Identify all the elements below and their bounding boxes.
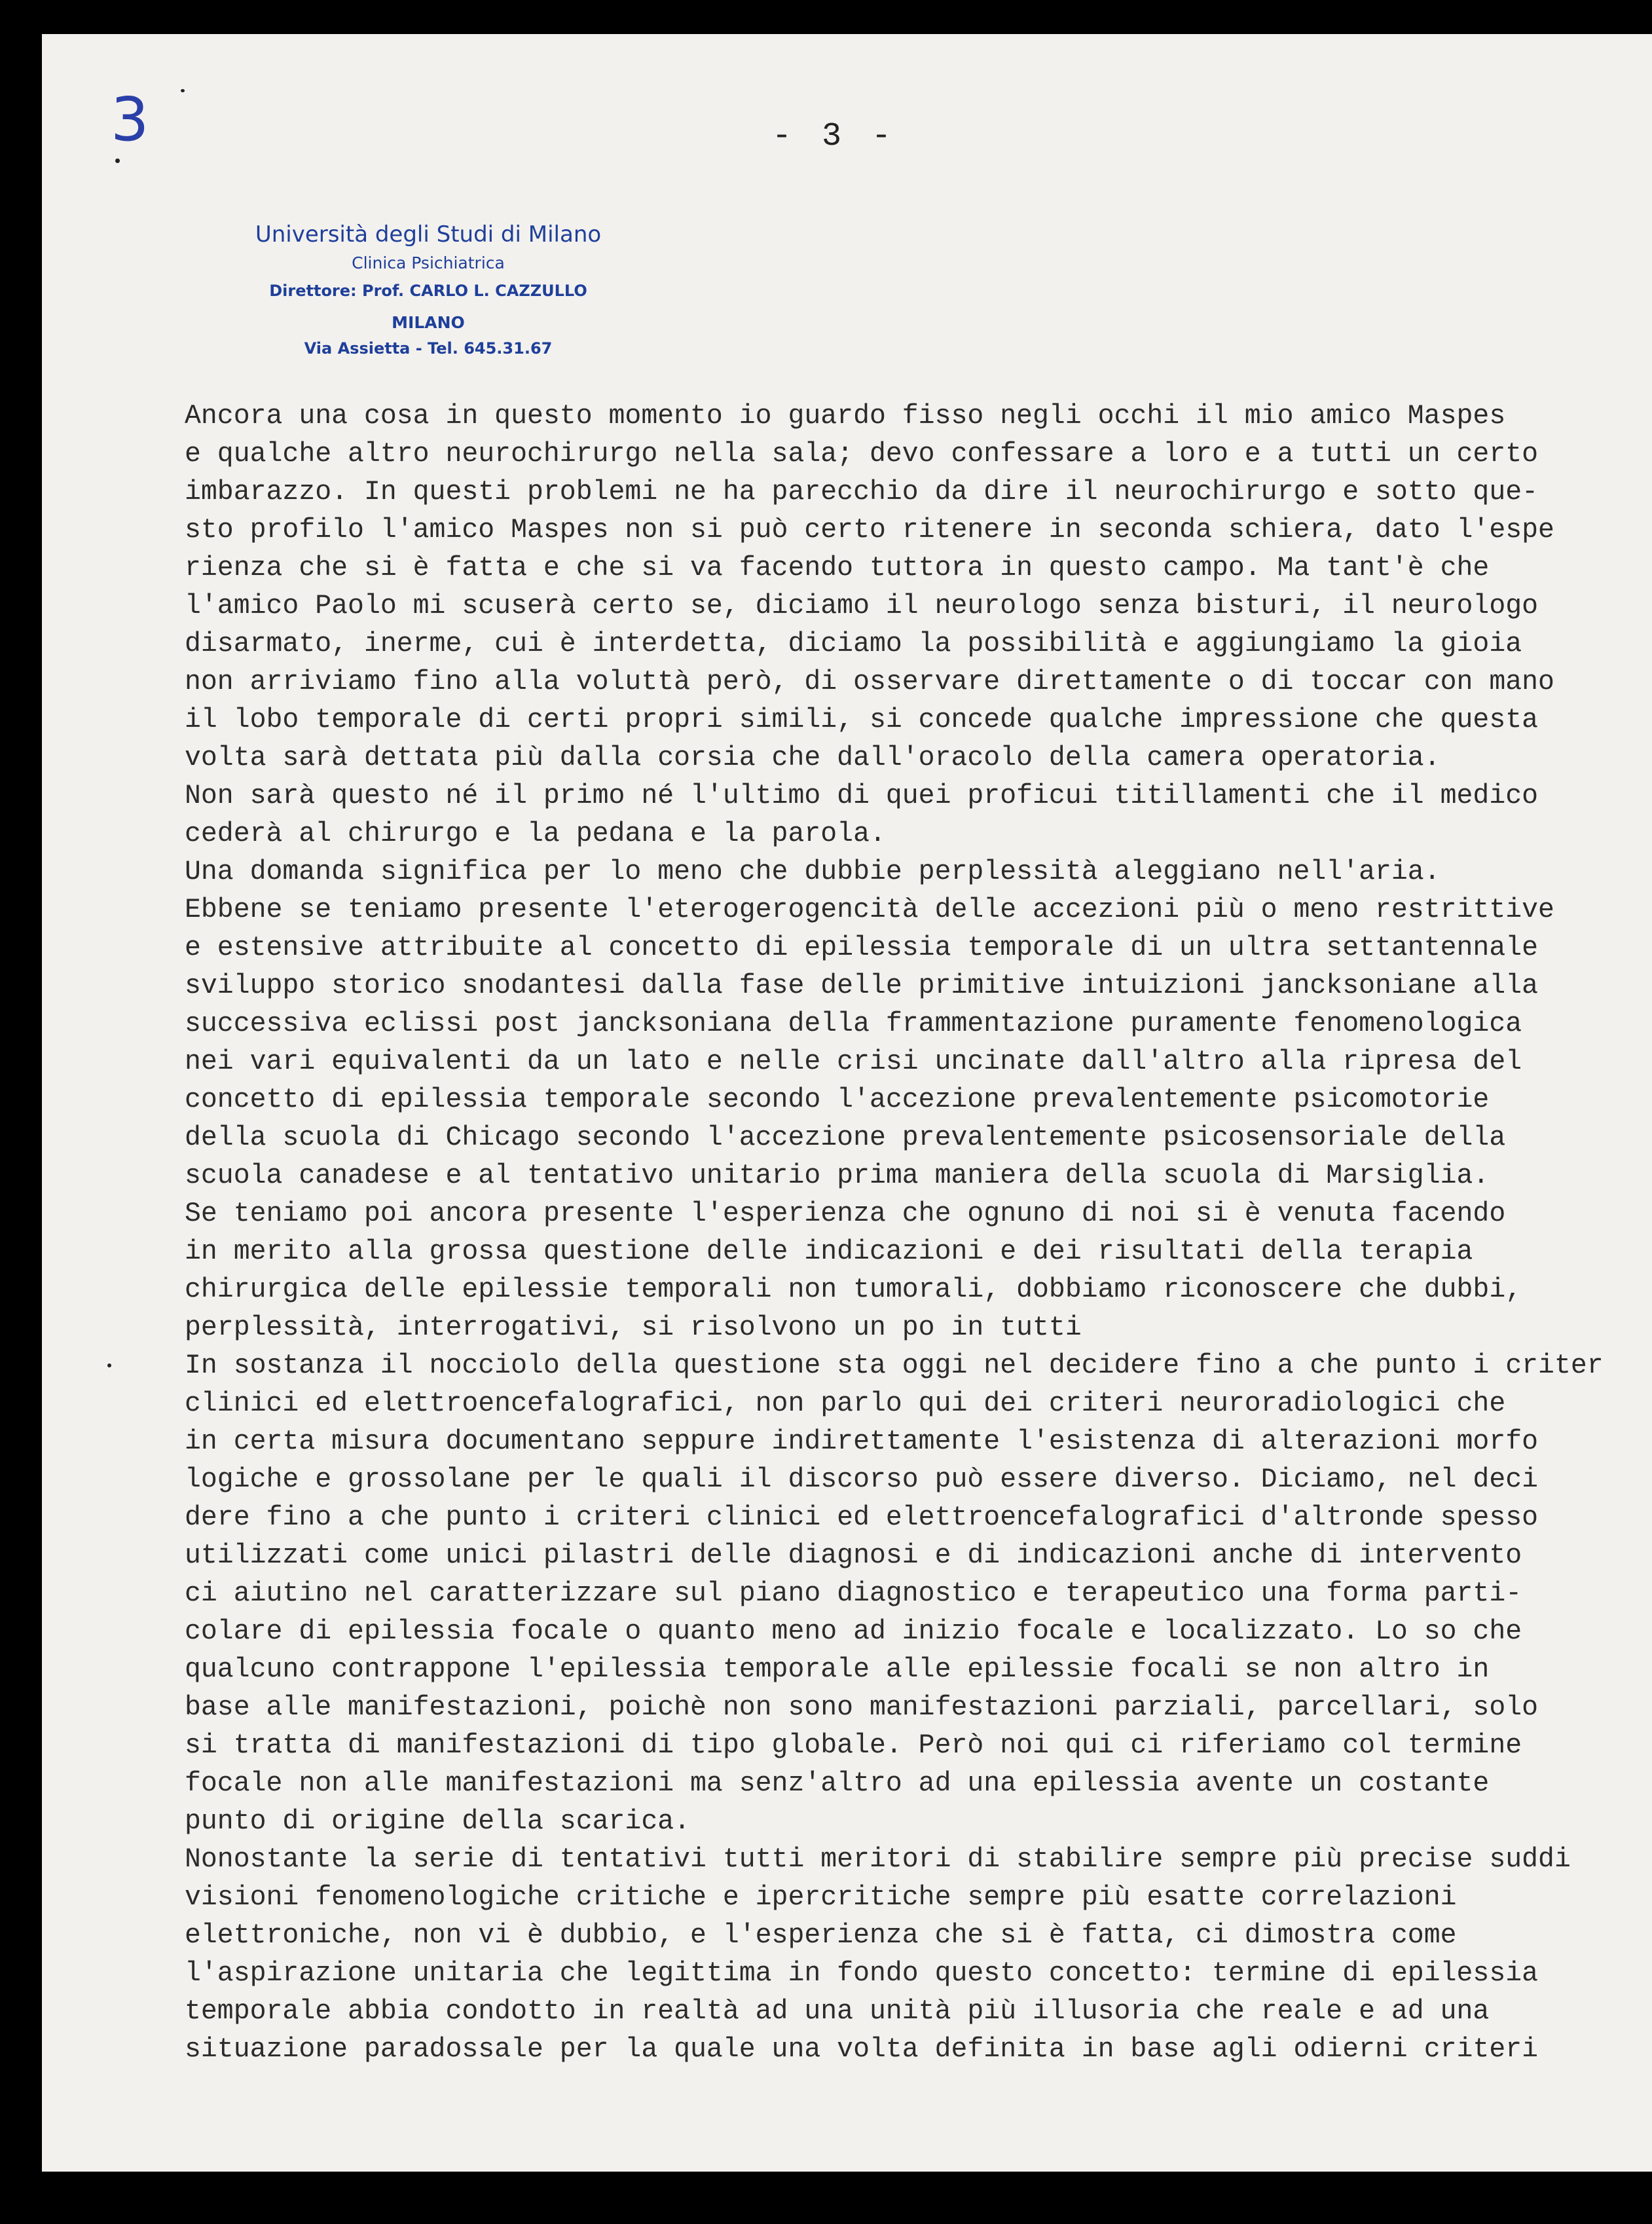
- text-line: l'aspirazione unitaria che legittima in fondo questo concetto: termine di epilessia: [185, 1958, 1539, 1989]
- ink-speck: [181, 89, 185, 92]
- letterhead: [238, 219, 618, 360]
- text-line: clinici ed elettroencefalografici, non parlo qui dei criteri neuroradiologici che: [185, 1388, 1506, 1419]
- letterhead-director: Direttore: Prof. CARLO L. CAZZULLO: [269, 282, 587, 300]
- text-line: ci aiutino nel caratterizzare sul piano diagnostico e terapeutico una forma parti-: [185, 1578, 1522, 1609]
- handwritten-page-number: 3: [111, 84, 149, 155]
- text-line: non arriviamo fino alla voluttà però, di osservare direttamente o di toccar con mano: [185, 667, 1554, 697]
- letterhead-clinic: Clinica Psichiatrica: [352, 253, 505, 272]
- text-line: e estensive attribuite al concetto di epilessia temporale di un ultra settantennale: [185, 933, 1539, 963]
- text-line: sviluppo storico snodantesi dalla fase delle primitive intuizioni jancksoniane alla: [185, 971, 1539, 1001]
- text-line: temporale abbia condotto in realtà ad una unità più illusoria che reale e ad una: [185, 1996, 1490, 2027]
- text-line: scuola canadese e al tentativo unitario prima maniera della scuola di Marsiglia.: [185, 1160, 1490, 1191]
- text-line: concetto di epilessia temporale secondo l'accezione prevalentemente psicomotorie: [185, 1084, 1490, 1115]
- text-line: utilizzati come unici pilastri delle diagnosi e di indicazioni anche di intervento: [185, 1540, 1522, 1571]
- text-line: dere fino a che punto i criteri clinici ed elettroencefalografici d'altronde spesso: [185, 1502, 1539, 1533]
- text-line: in certa misura documentano seppure indirettamente l'esistenza di alterazioni morfo: [185, 1426, 1539, 1457]
- text-line: colare di epilessia focale o quanto meno ad inizio focale e localizzato. Lo so che: [185, 1616, 1522, 1647]
- text-line: focale non alle manifestazioni ma senz'altro ad una epilessia avente un costante: [185, 1768, 1490, 1799]
- text-line: Ebbene se teniamo presente l'eterogerogencità delle accezioni più o meno restrittive: [185, 895, 1554, 925]
- text-line: cederà al chirurgo e la pedana e la parola.: [185, 819, 886, 849]
- text-line: della scuola di Chicago secondo l'accezione prevalentemente psicosensoriale della: [185, 1122, 1506, 1153]
- text-line: punto di origine della scarica.: [185, 1806, 691, 1837]
- text-line: disarmato, inerme, cui è interdetta, diciamo la possibilità e aggiungiamo la gioia: [185, 629, 1522, 659]
- text-line: rienza che si è fatta e che si va facendo tuttora in questo campo. Ma tant'è che: [185, 553, 1490, 584]
- letterhead-city: MILANO: [392, 313, 465, 332]
- text-line: e qualche altro neurochirurgo nella sala; devo confessare a loro e a tutti un certo: [185, 439, 1539, 470]
- text-line: base alle manifestazioni, poichè non sono manifestazioni parziali, parcellari, solo: [185, 1692, 1539, 1723]
- text-line: Nonostante la serie di tentativi tutti meritori di stabilire sempre più precise suddi: [185, 1844, 1571, 1875]
- text-line: chirurgica delle epilessie temporali non tumorali, dobbiamo riconoscere che dubbi,: [185, 1274, 1522, 1305]
- text-line: elettroniche, non vi è dubbio, e l'esperienza che si è fatta, ci dimostra come: [185, 1920, 1457, 1951]
- text-line: In sostanza il nocciolo della questione sta oggi nel decidere fino a che punto i criter: [185, 1350, 1604, 1381]
- document-page: [42, 34, 1652, 2172]
- ink-speck: [115, 158, 120, 163]
- text-line: Se teniamo poi ancora presente l'esperienza che ognuno di noi si è venuta facendo: [185, 1198, 1506, 1229]
- ink-speck: [107, 1363, 111, 1367]
- text-line: volta sarà dettata più dalla corsia che dall'oracolo della camera operatoria.: [185, 743, 1441, 773]
- text-line: imbarazzo. In questi problemi ne ha parecchio da dire il neurochirurgo e sotto que-: [185, 477, 1539, 508]
- letterhead-university: Università degli Studi di Milano: [255, 221, 602, 248]
- text-line: il lobo temporale di certi propri simili, si concede qualche impressione che questa: [185, 705, 1539, 735]
- text-line: in merito alla grossa questione delle indicazioni e dei risultati della terapia: [185, 1236, 1473, 1267]
- text-line: visioni fenomenologiche critiche e ipercritiche sempre più esatte correlazioni: [185, 1882, 1457, 1913]
- text-line: perplessità, interrogativi, si risolvono un po in tutti: [185, 1312, 1082, 1343]
- text-line: situazione paradossale per la quale una volta definita in base agli odierni criteri: [185, 2034, 1539, 2065]
- letterhead-address: Via Assietta - Tel. 645.31.67: [304, 339, 553, 358]
- text-line: Una domanda significa per lo meno che dubbie perplessità aleggiano nell'aria.: [185, 857, 1441, 887]
- text-line: Non sarà questo né il primo né l'ultimo di quei proficui titillamenti che il medico: [185, 781, 1539, 811]
- text-line: si tratta di manifestazioni di tipo globale. Però noi qui ci riferiamo col termine: [185, 1730, 1522, 1761]
- text-line: l'amico Paolo mi scuserà certo se, diciamo il neurologo senza bisturi, il neurologo: [185, 591, 1539, 621]
- typed-page-number: - 3 -: [771, 118, 897, 155]
- text-line: sto profilo l'amico Maspes non si può certo ritenere in seconda schiera, dato l'espe: [185, 515, 1554, 546]
- text-line: logiche e grossolane per le quali il discorso può essere diverso. Diciamo, nel deci: [185, 1464, 1539, 1495]
- text-line: successiva eclissi post jancksoniana della frammentazione puramente fenomenologica: [185, 1009, 1522, 1039]
- text-line: nei vari equivalenti da un lato e nelle crisi uncinate dall'altro alla ripresa del: [185, 1047, 1522, 1077]
- text-line: Ancora una cosa in questo momento io guardo fisso negli occhi il mio amico Maspes: [185, 401, 1506, 432]
- text-line: qualcuno contrappone l'epilessia temporale alle epilessie focali se non altro in: [185, 1654, 1490, 1685]
- typed-body-text: [185, 398, 1652, 2069]
